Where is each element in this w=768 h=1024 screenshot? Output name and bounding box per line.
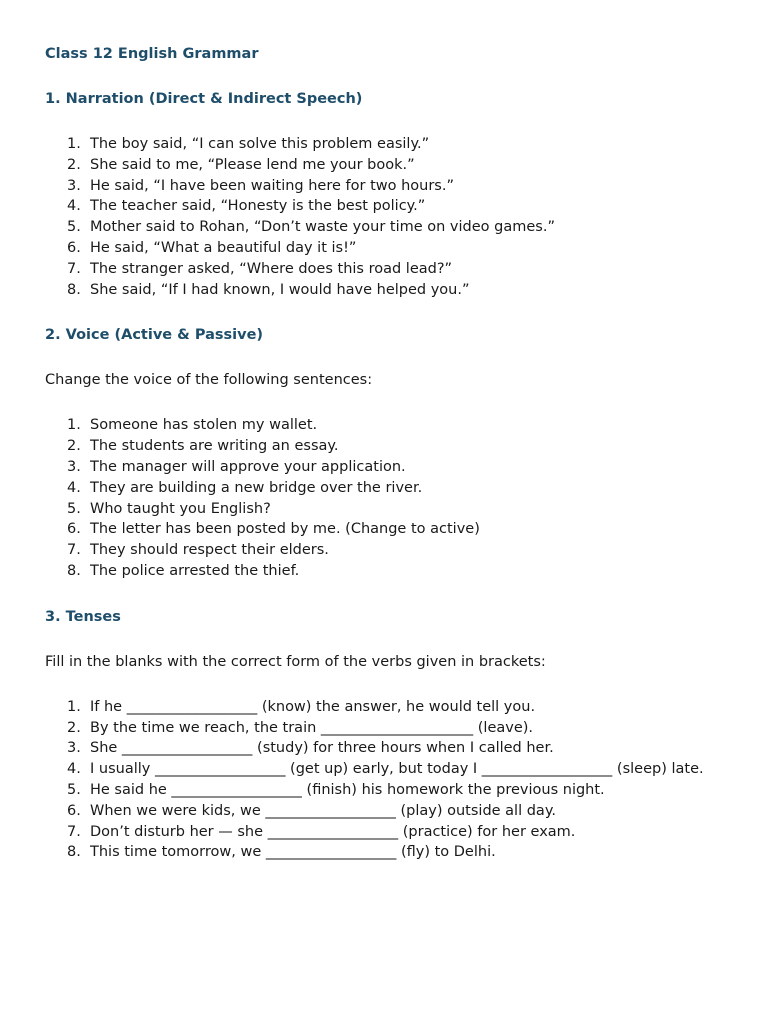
- list-item: [45, 822, 725, 843]
- section-heading-voice: 2. Voice (Active & Passive): [45, 327, 264, 344]
- item-number: 1.: [67, 136, 81, 152]
- item-number: 1.: [67, 417, 81, 434]
- list-item: [45, 238, 725, 259]
- item-number: 6.: [67, 239, 81, 256]
- list-item: [45, 196, 725, 217]
- item-text: Who taught you English?: [90, 500, 271, 517]
- tenses-list: [45, 697, 725, 863]
- item-number: 6.: [67, 802, 81, 819]
- item-number: 8.: [67, 562, 81, 579]
- item-number: 2.: [67, 156, 81, 173]
- list-item: [45, 499, 725, 520]
- list-item: [45, 457, 725, 478]
- item-text: He said, “I have been waiting here for two hours.”: [90, 177, 454, 194]
- item-text: She said, “If I had known, I would have helped you.”: [90, 281, 470, 298]
- item-text: Mother said to Rohan, “Don’t waste your time on video games.”: [90, 219, 555, 236]
- item-text: He said, “What a beautiful day it is!”: [90, 239, 357, 256]
- item-number: 4.: [67, 761, 81, 778]
- item-text: The manager will approve your application.: [90, 458, 406, 475]
- item-text: The letter has been posted by me. (Change to active): [90, 521, 480, 538]
- list-item: [45, 280, 725, 301]
- document-title: Class 12 English Grammar: [45, 46, 259, 62]
- item-number: 7.: [67, 260, 81, 277]
- list-item: [45, 738, 725, 759]
- list-item: [45, 540, 725, 561]
- list-item: [45, 759, 725, 780]
- list-item: [45, 134, 725, 155]
- item-number: 3.: [67, 740, 81, 757]
- item-text: Someone has stolen my wallet.: [90, 417, 318, 434]
- item-text: The police arrested the thief.: [90, 562, 300, 579]
- item-text: The teacher said, “Honesty is the best policy.”: [90, 198, 426, 215]
- section-heading-narration: 1. Narration (Direct & Indirect Speech): [45, 91, 363, 107]
- item-text: She __________________ (study) for three hours when I called her.: [90, 740, 554, 757]
- item-number: 1.: [67, 698, 81, 715]
- section-heading-tenses: 3. Tenses: [45, 608, 121, 625]
- item-number: 3.: [67, 177, 81, 194]
- list-item: [45, 176, 725, 197]
- item-number: 7.: [67, 542, 81, 559]
- list-item: [45, 842, 725, 863]
- list-item: [45, 259, 725, 280]
- item-text: This time tomorrow, we __________________ (fly) to Delhi.: [90, 844, 496, 861]
- list-item: [45, 155, 725, 176]
- item-text: I usually __________________ (get up) early, but today I __________________ (sleep) late.: [90, 761, 704, 778]
- item-text: When we were kids, we __________________ (play) outside all day.: [90, 802, 556, 819]
- item-number: 5.: [67, 781, 81, 798]
- item-number: 4.: [67, 198, 81, 215]
- item-text: The stranger asked, “Where does this road lead?”: [90, 260, 453, 277]
- item-number: 8.: [67, 281, 81, 298]
- item-text: He said he __________________ (finish) his homework the previous night.: [90, 781, 605, 798]
- list-item: [45, 697, 725, 718]
- section-instruction: Change the voice of the following sentences:: [45, 372, 373, 389]
- list-item: [45, 415, 725, 436]
- item-text: She said to me, “Please lend me your book.”: [90, 156, 415, 173]
- narration-list: [45, 134, 725, 300]
- item-text: The students are writing an essay.: [90, 438, 339, 455]
- item-text: By the time we reach, the train _____________________ (leave).: [90, 719, 534, 736]
- list-item: [45, 801, 725, 822]
- list-item: [45, 561, 725, 582]
- item-number: 4.: [67, 479, 81, 496]
- voice-list: [45, 415, 725, 581]
- item-text: Don’t disturb her — she __________________ (practice) for her exam.: [90, 823, 576, 840]
- item-number: 2.: [67, 438, 81, 455]
- list-item: [45, 780, 725, 801]
- item-number: 3.: [67, 458, 81, 475]
- list-item: [45, 478, 725, 499]
- item-number: 8.: [67, 844, 81, 861]
- item-text: The boy said, “I can solve this problem easily.”: [90, 136, 430, 152]
- section-instruction: Fill in the blanks with the correct form of the verbs given in brackets:: [45, 653, 546, 670]
- list-item: [45, 519, 725, 540]
- item-number: 6.: [67, 521, 81, 538]
- item-text: They are building a new bridge over the river.: [90, 479, 423, 496]
- item-text: They should respect their elders.: [90, 542, 329, 559]
- list-item: [45, 436, 725, 457]
- item-number: 7.: [67, 823, 81, 840]
- item-text: If he __________________ (know) the answer, he would tell you.: [90, 698, 536, 715]
- item-number: 2.: [67, 719, 81, 736]
- item-number: 5.: [67, 500, 81, 517]
- item-number: 5.: [67, 219, 81, 236]
- document-page: [45, 44, 725, 863]
- list-item: [45, 718, 725, 739]
- list-item: [45, 217, 725, 238]
